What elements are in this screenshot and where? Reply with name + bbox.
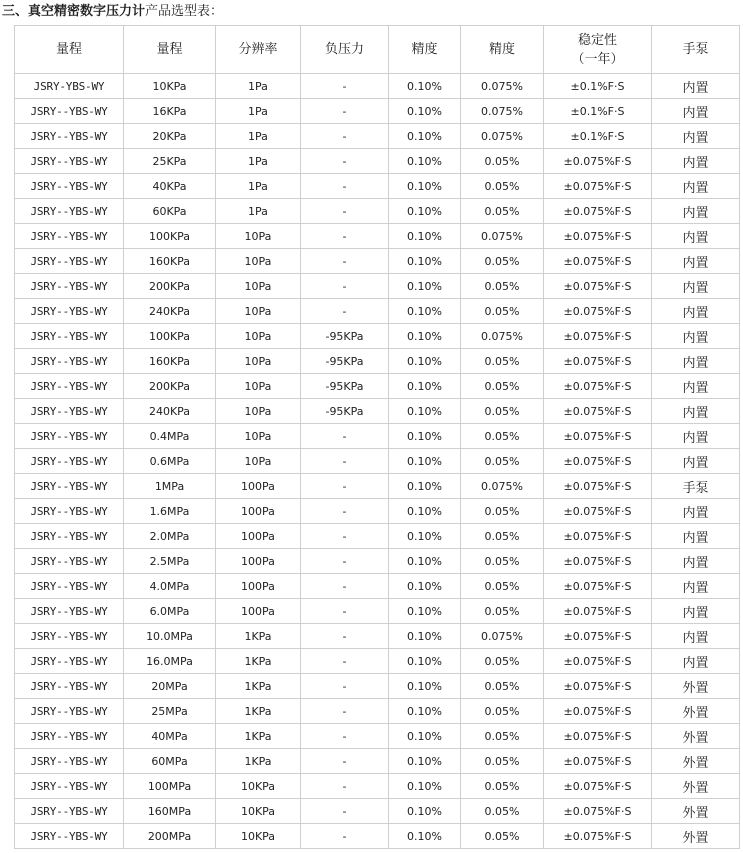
cell-hand-pump: 内置 bbox=[652, 274, 740, 299]
table-row bbox=[15, 224, 740, 249]
cell-resolution: 10Pa bbox=[216, 324, 301, 349]
cell-accuracy-2: 0.05% bbox=[461, 274, 544, 299]
cell-stability: ±0.075%F·S bbox=[544, 649, 652, 674]
cell-negative-pressure: - bbox=[301, 149, 389, 174]
cell-range: 2.5MPa bbox=[124, 549, 216, 574]
cell-range: 240KPa bbox=[124, 399, 216, 424]
cell-accuracy-2: 0.075% bbox=[461, 624, 544, 649]
cell-accuracy-2: 0.05% bbox=[461, 374, 544, 399]
cell-hand-pump: 外置 bbox=[652, 799, 740, 824]
cell-range: 4.0MPa bbox=[124, 574, 216, 599]
cell-resolution: 100Pa bbox=[216, 524, 301, 549]
cell-resolution: 10Pa bbox=[216, 374, 301, 399]
cell-accuracy-1: 0.10% bbox=[389, 699, 461, 724]
cell-range: 20MPa bbox=[124, 674, 216, 699]
cell-negative-pressure: - bbox=[301, 599, 389, 624]
header-stability-label: 稳定性 bbox=[577, 32, 617, 48]
cell-stability: ±0.075%F·S bbox=[544, 299, 652, 324]
cell-accuracy-1: 0.10% bbox=[389, 199, 461, 224]
cell-resolution: 1KPa bbox=[216, 699, 301, 724]
cell-stability: ±0.075%F·S bbox=[544, 724, 652, 749]
cell-model: JSRY--YBS-WY bbox=[15, 799, 124, 824]
cell-resolution: 10KPa bbox=[216, 824, 301, 849]
cell-resolution: 1Pa bbox=[216, 149, 301, 174]
page-title bbox=[2, 2, 223, 22]
cell-hand-pump: 内置 bbox=[652, 449, 740, 474]
cell-negative-pressure: - bbox=[301, 199, 389, 224]
cell-resolution: 1KPa bbox=[216, 674, 301, 699]
header-stability bbox=[544, 26, 652, 74]
header-negative-pressure: 负压力 bbox=[301, 26, 389, 74]
table-header bbox=[15, 26, 740, 74]
cell-resolution: 10Pa bbox=[216, 449, 301, 474]
cell-hand-pump: 内置 bbox=[652, 74, 740, 99]
cell-stability: ±0.075%F·S bbox=[544, 749, 652, 774]
cell-negative-pressure: - bbox=[301, 124, 389, 149]
cell-resolution: 10Pa bbox=[216, 424, 301, 449]
table-row bbox=[15, 399, 740, 424]
cell-resolution: 1Pa bbox=[216, 174, 301, 199]
cell-accuracy-1: 0.10% bbox=[389, 99, 461, 124]
cell-range: 40KPa bbox=[124, 174, 216, 199]
table-row bbox=[15, 799, 740, 824]
cell-accuracy-2: 0.05% bbox=[461, 424, 544, 449]
cell-accuracy-1: 0.10% bbox=[389, 599, 461, 624]
cell-range: 100KPa bbox=[124, 324, 216, 349]
cell-resolution: 1Pa bbox=[216, 199, 301, 224]
table-row bbox=[15, 74, 740, 99]
cell-hand-pump: 外置 bbox=[652, 724, 740, 749]
cell-range: 200MPa bbox=[124, 824, 216, 849]
table-header-row bbox=[15, 26, 740, 74]
cell-negative-pressure: -95KPa bbox=[301, 399, 389, 424]
cell-model: JSRY--YBS-WY bbox=[15, 774, 124, 799]
cell-model: JSRY-YBS-WY bbox=[15, 74, 124, 99]
cell-resolution: 10Pa bbox=[216, 349, 301, 374]
cell-resolution: 1Pa bbox=[216, 74, 301, 99]
cell-model: JSRY--YBS-WY bbox=[15, 474, 124, 499]
cell-resolution: 100Pa bbox=[216, 549, 301, 574]
cell-model: JSRY--YBS-WY bbox=[15, 549, 124, 574]
cell-accuracy-2: 0.05% bbox=[461, 674, 544, 699]
cell-negative-pressure: - bbox=[301, 299, 389, 324]
cell-model: JSRY--YBS-WY bbox=[15, 374, 124, 399]
cell-hand-pump: 内置 bbox=[652, 649, 740, 674]
cell-range: 160MPa bbox=[124, 799, 216, 824]
cell-negative-pressure: - bbox=[301, 624, 389, 649]
cell-accuracy-1: 0.10% bbox=[389, 274, 461, 299]
cell-model: JSRY--YBS-WY bbox=[15, 699, 124, 724]
cell-stability: ±0.075%F·S bbox=[544, 324, 652, 349]
cell-stability: ±0.075%F·S bbox=[544, 499, 652, 524]
cell-range: 25MPa bbox=[124, 699, 216, 724]
cell-model: JSRY--YBS-WY bbox=[15, 674, 124, 699]
cell-accuracy-1: 0.10% bbox=[389, 349, 461, 374]
cell-hand-pump: 内置 bbox=[652, 299, 740, 324]
cell-negative-pressure: - bbox=[301, 724, 389, 749]
cell-range: 25KPa bbox=[124, 149, 216, 174]
table-row bbox=[15, 624, 740, 649]
table-row bbox=[15, 649, 740, 674]
table-row bbox=[15, 524, 740, 549]
cell-accuracy-2: 0.075% bbox=[461, 74, 544, 99]
cell-negative-pressure: - bbox=[301, 99, 389, 124]
cell-negative-pressure: - bbox=[301, 524, 389, 549]
cell-stability: ±0.075%F·S bbox=[544, 374, 652, 399]
cell-accuracy-2: 0.05% bbox=[461, 524, 544, 549]
table-row bbox=[15, 749, 740, 774]
cell-hand-pump: 内置 bbox=[652, 349, 740, 374]
table-row bbox=[15, 324, 740, 349]
table-row bbox=[15, 574, 740, 599]
cell-accuracy-2: 0.05% bbox=[461, 349, 544, 374]
cell-accuracy-1: 0.10% bbox=[389, 674, 461, 699]
cell-range: 160KPa bbox=[124, 249, 216, 274]
cell-negative-pressure: - bbox=[301, 649, 389, 674]
cell-resolution: 10Pa bbox=[216, 274, 301, 299]
cell-stability: ±0.075%F·S bbox=[544, 524, 652, 549]
cell-range: 1.6MPa bbox=[124, 499, 216, 524]
cell-model: JSRY--YBS-WY bbox=[15, 624, 124, 649]
cell-accuracy-1: 0.10% bbox=[389, 624, 461, 649]
cell-negative-pressure: - bbox=[301, 249, 389, 274]
cell-negative-pressure: - bbox=[301, 574, 389, 599]
cell-stability: ±0.075%F·S bbox=[544, 599, 652, 624]
cell-negative-pressure: - bbox=[301, 749, 389, 774]
cell-hand-pump: 内置 bbox=[652, 574, 740, 599]
cell-resolution: 1KPa bbox=[216, 624, 301, 649]
cell-model: JSRY--YBS-WY bbox=[15, 199, 124, 224]
cell-range: 200KPa bbox=[124, 374, 216, 399]
header-hand-pump: 手泵 bbox=[652, 26, 740, 74]
cell-resolution: 10Pa bbox=[216, 224, 301, 249]
cell-accuracy-2: 0.075% bbox=[461, 474, 544, 499]
cell-resolution: 100Pa bbox=[216, 599, 301, 624]
cell-negative-pressure: - bbox=[301, 699, 389, 724]
cell-accuracy-1: 0.10% bbox=[389, 824, 461, 849]
table-row bbox=[15, 674, 740, 699]
cell-model: JSRY--YBS-WY bbox=[15, 424, 124, 449]
cell-accuracy-1: 0.10% bbox=[389, 224, 461, 249]
cell-accuracy-1: 0.10% bbox=[389, 124, 461, 149]
header-accuracy-1: 精度 bbox=[389, 26, 461, 74]
cell-resolution: 100Pa bbox=[216, 574, 301, 599]
cell-accuracy-2: 0.05% bbox=[461, 199, 544, 224]
cell-range: 160KPa bbox=[124, 349, 216, 374]
table-row bbox=[15, 824, 740, 849]
page-title-suffix: 产品选型表： bbox=[145, 4, 224, 19]
cell-stability: ±0.075%F·S bbox=[544, 199, 652, 224]
table-row bbox=[15, 349, 740, 374]
cell-stability: ±0.075%F·S bbox=[544, 149, 652, 174]
cell-stability: ±0.075%F·S bbox=[544, 699, 652, 724]
cell-negative-pressure: - bbox=[301, 799, 389, 824]
cell-resolution: 1KPa bbox=[216, 749, 301, 774]
cell-negative-pressure: - bbox=[301, 174, 389, 199]
cell-range: 0.4MPa bbox=[124, 424, 216, 449]
cell-range: 60KPa bbox=[124, 199, 216, 224]
cell-stability: ±0.075%F·S bbox=[544, 174, 652, 199]
cell-accuracy-1: 0.10% bbox=[389, 574, 461, 599]
cell-accuracy-1: 0.10% bbox=[389, 299, 461, 324]
cell-model: JSRY--YBS-WY bbox=[15, 449, 124, 474]
table-row bbox=[15, 774, 740, 799]
cell-model: JSRY--YBS-WY bbox=[15, 824, 124, 849]
cell-accuracy-1: 0.10% bbox=[389, 174, 461, 199]
cell-stability: ±0.075%F·S bbox=[544, 224, 652, 249]
cell-hand-pump: 手泵 bbox=[652, 474, 740, 499]
cell-resolution: 1Pa bbox=[216, 124, 301, 149]
cell-hand-pump: 内置 bbox=[652, 599, 740, 624]
table-row bbox=[15, 174, 740, 199]
table-row bbox=[15, 449, 740, 474]
product-selection-table bbox=[14, 25, 740, 849]
cell-resolution: 100Pa bbox=[216, 499, 301, 524]
table-row bbox=[15, 724, 740, 749]
table-row bbox=[15, 199, 740, 224]
cell-stability: ±0.075%F·S bbox=[544, 474, 652, 499]
cell-accuracy-2: 0.05% bbox=[461, 749, 544, 774]
cell-accuracy-2: 0.05% bbox=[461, 549, 544, 574]
cell-accuracy-2: 0.05% bbox=[461, 399, 544, 424]
table-row bbox=[15, 299, 740, 324]
cell-resolution: 10Pa bbox=[216, 399, 301, 424]
header-accuracy-2: 精度 bbox=[461, 26, 544, 74]
cell-hand-pump: 内置 bbox=[652, 99, 740, 124]
cell-model: JSRY--YBS-WY bbox=[15, 274, 124, 299]
cell-range: 16.0MPa bbox=[124, 649, 216, 674]
cell-hand-pump: 内置 bbox=[652, 124, 740, 149]
cell-hand-pump: 内置 bbox=[652, 224, 740, 249]
cell-accuracy-2: 0.05% bbox=[461, 299, 544, 324]
cell-accuracy-1: 0.10% bbox=[389, 324, 461, 349]
cell-stability: ±0.075%F·S bbox=[544, 549, 652, 574]
cell-hand-pump: 内置 bbox=[652, 499, 740, 524]
header-range: 量程 bbox=[124, 26, 216, 74]
cell-hand-pump: 内置 bbox=[652, 624, 740, 649]
cell-accuracy-2: 0.05% bbox=[461, 449, 544, 474]
cell-negative-pressure: - bbox=[301, 474, 389, 499]
cell-negative-pressure: - bbox=[301, 674, 389, 699]
table-row bbox=[15, 249, 740, 274]
cell-model: JSRY--YBS-WY bbox=[15, 149, 124, 174]
cell-model: JSRY--YBS-WY bbox=[15, 574, 124, 599]
cell-negative-pressure: - bbox=[301, 824, 389, 849]
cell-model: JSRY--YBS-WY bbox=[15, 524, 124, 549]
cell-negative-pressure: - bbox=[301, 74, 389, 99]
cell-resolution: 1KPa bbox=[216, 724, 301, 749]
table-row bbox=[15, 474, 740, 499]
cell-hand-pump: 内置 bbox=[652, 424, 740, 449]
cell-accuracy-1: 0.10% bbox=[389, 649, 461, 674]
cell-stability: ±0.075%F·S bbox=[544, 274, 652, 299]
table-row bbox=[15, 549, 740, 574]
cell-model: JSRY--YBS-WY bbox=[15, 599, 124, 624]
cell-range: 0.6MPa bbox=[124, 449, 216, 474]
cell-model: JSRY--YBS-WY bbox=[15, 349, 124, 374]
table-row bbox=[15, 149, 740, 174]
cell-model: JSRY--YBS-WY bbox=[15, 124, 124, 149]
cell-model: JSRY--YBS-WY bbox=[15, 399, 124, 424]
cell-model: JSRY--YBS-WY bbox=[15, 174, 124, 199]
cell-hand-pump: 内置 bbox=[652, 199, 740, 224]
cell-resolution: 10KPa bbox=[216, 799, 301, 824]
cell-negative-pressure: -95KPa bbox=[301, 374, 389, 399]
cell-accuracy-1: 0.10% bbox=[389, 74, 461, 99]
cell-accuracy-2: 0.075% bbox=[461, 124, 544, 149]
cell-resolution: 10Pa bbox=[216, 249, 301, 274]
cell-accuracy-2: 0.05% bbox=[461, 149, 544, 174]
cell-hand-pump: 外置 bbox=[652, 824, 740, 849]
cell-accuracy-2: 0.05% bbox=[461, 249, 544, 274]
cell-accuracy-1: 0.10% bbox=[389, 499, 461, 524]
table-row bbox=[15, 424, 740, 449]
cell-accuracy-2: 0.05% bbox=[461, 699, 544, 724]
cell-stability: ±0.075%F·S bbox=[544, 674, 652, 699]
cell-accuracy-2: 0.075% bbox=[461, 99, 544, 124]
cell-range: 100MPa bbox=[124, 774, 216, 799]
table-row bbox=[15, 599, 740, 624]
cell-accuracy-2: 0.05% bbox=[461, 499, 544, 524]
cell-stability: ±0.075%F·S bbox=[544, 774, 652, 799]
cell-range: 240KPa bbox=[124, 299, 216, 324]
cell-stability: ±0.075%F·S bbox=[544, 574, 652, 599]
cell-accuracy-2: 0.05% bbox=[461, 574, 544, 599]
cell-range: 1MPa bbox=[124, 474, 216, 499]
cell-stability: ±0.075%F·S bbox=[544, 399, 652, 424]
cell-resolution: 10Pa bbox=[216, 299, 301, 324]
cell-accuracy-1: 0.10% bbox=[389, 399, 461, 424]
cell-hand-pump: 内置 bbox=[652, 374, 740, 399]
cell-stability: ±0.075%F·S bbox=[544, 624, 652, 649]
header-stability-sub: （一年） bbox=[571, 51, 624, 67]
cell-negative-pressure: - bbox=[301, 449, 389, 474]
cell-accuracy-2: 0.05% bbox=[461, 799, 544, 824]
table-row bbox=[15, 374, 740, 399]
cell-model: JSRY--YBS-WY bbox=[15, 724, 124, 749]
cell-range: 2.0MPa bbox=[124, 524, 216, 549]
cell-negative-pressure: -95KPa bbox=[301, 349, 389, 374]
cell-accuracy-1: 0.10% bbox=[389, 749, 461, 774]
cell-accuracy-1: 0.10% bbox=[389, 724, 461, 749]
cell-model: JSRY--YBS-WY bbox=[15, 749, 124, 774]
cell-hand-pump: 内置 bbox=[652, 524, 740, 549]
cell-negative-pressure: -95KPa bbox=[301, 324, 389, 349]
cell-range: 6.0MPa bbox=[124, 599, 216, 624]
cell-stability: ±0.075%F·S bbox=[544, 799, 652, 824]
cell-hand-pump: 外置 bbox=[652, 674, 740, 699]
cell-negative-pressure: - bbox=[301, 499, 389, 524]
cell-model: JSRY--YBS-WY bbox=[15, 224, 124, 249]
cell-accuracy-1: 0.10% bbox=[389, 149, 461, 174]
cell-range: 60MPa bbox=[124, 749, 216, 774]
cell-hand-pump: 内置 bbox=[652, 149, 740, 174]
cell-accuracy-2: 0.075% bbox=[461, 224, 544, 249]
cell-accuracy-1: 0.10% bbox=[389, 799, 461, 824]
cell-accuracy-1: 0.10% bbox=[389, 474, 461, 499]
cell-range: 40MPa bbox=[124, 724, 216, 749]
cell-negative-pressure: - bbox=[301, 774, 389, 799]
cell-model: JSRY--YBS-WY bbox=[15, 649, 124, 674]
table-row bbox=[15, 699, 740, 724]
cell-stability: ±0.1%F·S bbox=[544, 99, 652, 124]
cell-accuracy-2: 0.05% bbox=[461, 824, 544, 849]
cell-range: 10KPa bbox=[124, 74, 216, 99]
cell-model: JSRY--YBS-WY bbox=[15, 499, 124, 524]
cell-model: JSRY--YBS-WY bbox=[15, 324, 124, 349]
cell-accuracy-2: 0.05% bbox=[461, 774, 544, 799]
cell-hand-pump: 内置 bbox=[652, 324, 740, 349]
cell-stability: ±0.075%F·S bbox=[544, 424, 652, 449]
cell-hand-pump: 内置 bbox=[652, 174, 740, 199]
cell-accuracy-2: 0.05% bbox=[461, 599, 544, 624]
cell-negative-pressure: - bbox=[301, 224, 389, 249]
cell-hand-pump: 外置 bbox=[652, 699, 740, 724]
cell-accuracy-2: 0.05% bbox=[461, 174, 544, 199]
cell-hand-pump: 外置 bbox=[652, 749, 740, 774]
cell-model: JSRY--YBS-WY bbox=[15, 99, 124, 124]
table-row bbox=[15, 499, 740, 524]
header-resolution: 分辨率 bbox=[216, 26, 301, 74]
cell-stability: ±0.075%F·S bbox=[544, 349, 652, 374]
table-row bbox=[15, 124, 740, 149]
cell-hand-pump: 内置 bbox=[652, 399, 740, 424]
table-row bbox=[15, 274, 740, 299]
cell-stability: ±0.1%F·S bbox=[544, 124, 652, 149]
cell-accuracy-1: 0.10% bbox=[389, 449, 461, 474]
cell-accuracy-1: 0.10% bbox=[389, 249, 461, 274]
cell-range: 16KPa bbox=[124, 99, 216, 124]
table-row bbox=[15, 99, 740, 124]
page-title-bold: 三、真空精密数字压力计 bbox=[2, 4, 146, 19]
cell-range: 200KPa bbox=[124, 274, 216, 299]
cell-stability: ±0.075%F·S bbox=[544, 249, 652, 274]
cell-range: 100KPa bbox=[124, 224, 216, 249]
cell-range: 10.0MPa bbox=[124, 624, 216, 649]
cell-stability: ±0.075%F·S bbox=[544, 449, 652, 474]
cell-range: 20KPa bbox=[124, 124, 216, 149]
cell-resolution: 1KPa bbox=[216, 649, 301, 674]
header-model: 量程 bbox=[15, 26, 124, 74]
cell-accuracy-2: 0.05% bbox=[461, 724, 544, 749]
cell-accuracy-1: 0.10% bbox=[389, 374, 461, 399]
cell-stability: ±0.1%F·S bbox=[544, 74, 652, 99]
cell-resolution: 10KPa bbox=[216, 774, 301, 799]
table-body bbox=[15, 74, 740, 849]
cell-negative-pressure: - bbox=[301, 274, 389, 299]
cell-accuracy-1: 0.10% bbox=[389, 549, 461, 574]
cell-negative-pressure: - bbox=[301, 549, 389, 574]
cell-resolution: 1Pa bbox=[216, 99, 301, 124]
cell-accuracy-2: 0.075% bbox=[461, 324, 544, 349]
cell-accuracy-1: 0.10% bbox=[389, 524, 461, 549]
cell-accuracy-1: 0.10% bbox=[389, 774, 461, 799]
cell-resolution: 100Pa bbox=[216, 474, 301, 499]
cell-negative-pressure: - bbox=[301, 424, 389, 449]
cell-hand-pump: 外置 bbox=[652, 774, 740, 799]
cell-accuracy-2: 0.05% bbox=[461, 649, 544, 674]
cell-hand-pump: 内置 bbox=[652, 549, 740, 574]
cell-model: JSRY--YBS-WY bbox=[15, 299, 124, 324]
cell-stability: ±0.075%F·S bbox=[544, 824, 652, 849]
cell-accuracy-1: 0.10% bbox=[389, 424, 461, 449]
cell-model: JSRY--YBS-WY bbox=[15, 249, 124, 274]
cell-hand-pump: 内置 bbox=[652, 249, 740, 274]
